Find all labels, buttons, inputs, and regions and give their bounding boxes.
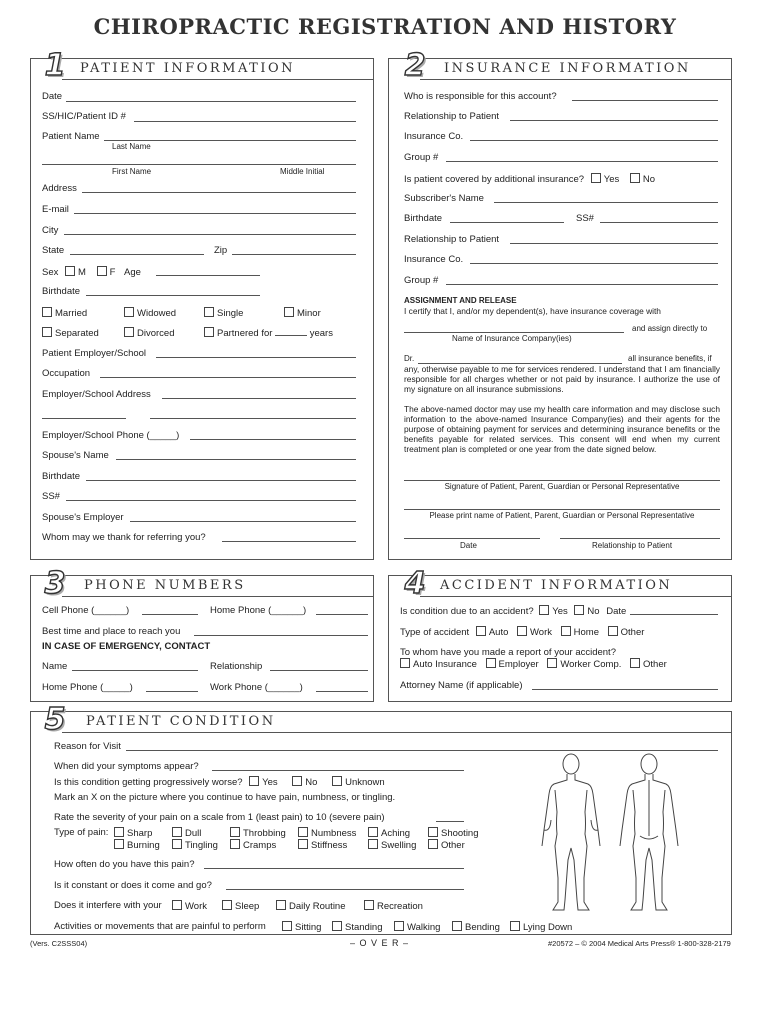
divorced-checkbox[interactable]	[124, 327, 134, 337]
spouse-birthdate-field[interactable]	[86, 480, 356, 481]
constant-label: Is it constant or does it come and go?	[54, 880, 212, 891]
patient-last-name-field[interactable]	[104, 140, 356, 141]
report-other-checkbox[interactable]	[630, 658, 640, 668]
zip-label: Zip	[214, 245, 228, 256]
additional-insurance-label: Is patient covered by additional insurance?	[404, 174, 585, 185]
address-label: Address	[42, 183, 77, 194]
accident-auto-label: Auto	[488, 627, 509, 638]
worse-no-label: No	[305, 777, 318, 788]
cell-phone-field[interactable]	[142, 614, 198, 615]
sex-f-checkbox[interactable]	[97, 266, 107, 276]
insurance-company-names-field[interactable]	[404, 332, 624, 333]
footer-over: – O V E R –	[350, 938, 410, 948]
age-label: Age	[124, 267, 141, 278]
emergency-relationship-label: Relationship	[210, 661, 263, 672]
type-of-pain-label: Type of pain:	[54, 827, 109, 838]
body-diagram-front[interactable]	[536, 750, 606, 915]
spouse-ss-field[interactable]	[66, 500, 356, 501]
accident-work-checkbox[interactable]	[517, 626, 527, 636]
insurance-co2-field[interactable]	[470, 263, 718, 264]
print-name-field[interactable]	[404, 509, 720, 510]
activity-standing-checkbox[interactable]	[332, 921, 342, 931]
occupation-field[interactable]	[100, 377, 356, 378]
pain-dull-checkbox[interactable]	[172, 827, 182, 837]
activity-bending-checkbox[interactable]	[452, 921, 462, 931]
section-number: 2	[404, 47, 426, 83]
accident-work-label: Work	[530, 627, 553, 638]
emergency-name-label: Name	[42, 661, 68, 672]
responsibility-paragraph: any, otherwise payable to me for services rendered. I understand that I am financially responsible for all charges whether or not paid by insurance. I authorize the use of my signature on all insurance submissions.	[404, 364, 720, 394]
accident-type-label: Type of accident	[400, 627, 470, 638]
pain-numbness-label: Numbness	[311, 828, 357, 839]
emergency-home-phone-label: Home Phone (_____)	[42, 682, 133, 693]
sig-relationship-field[interactable]	[560, 538, 720, 539]
accident-yes-label: Yes	[552, 606, 568, 617]
form-title: CHIROPRACTIC REGISTRATION AND HISTORY	[93, 14, 677, 39]
activities-label: Activities or movements that are painful to perform	[54, 921, 266, 932]
employer-phone-field[interactable]	[190, 439, 356, 440]
report-auto-insurance-checkbox[interactable]	[400, 658, 410, 668]
sex-f-label: F	[109, 267, 116, 278]
benefits-text: all insurance benefits, if	[628, 354, 712, 363]
sex-label: Sex	[42, 267, 59, 278]
section-title: INSURANCE INFORMATION	[444, 61, 691, 76]
accident-date-label: Date	[606, 606, 627, 617]
interfere-work-checkbox[interactable]	[172, 900, 182, 910]
pain-cramps-label: Cramps	[243, 840, 277, 851]
assignment-title: ASSIGNMENT AND RELEASE	[404, 296, 517, 305]
last-name-caption: Last Name	[112, 142, 151, 151]
patient-name-label: Patient Name	[42, 131, 100, 142]
accident-date-field[interactable]	[630, 614, 718, 615]
partnered-checkbox[interactable]	[204, 327, 214, 337]
responsible-field[interactable]	[572, 100, 718, 101]
yes-label: Yes	[603, 174, 620, 185]
employer-address-field-3[interactable]	[150, 418, 356, 419]
activity-lying-down-label: Lying Down	[523, 922, 573, 933]
section-title: ACCIDENT INFORMATION	[440, 578, 673, 593]
spouse-name-field[interactable]	[116, 459, 356, 460]
birthdate-label: Birthdate	[42, 286, 81, 297]
insurance-co-field[interactable]	[470, 140, 718, 141]
report-employer-checkbox[interactable]	[486, 658, 496, 668]
interfere-daily-routine-label: Daily Routine	[289, 901, 346, 912]
interfere-label: Does it interfere with your	[54, 900, 162, 911]
employer-address-label: Employer/School Address	[42, 389, 151, 400]
sex-m-checkbox[interactable]	[65, 266, 75, 276]
emergency-name-field[interactable]	[72, 670, 198, 671]
referral-label: Whom may we thank for referring you?	[42, 532, 206, 543]
print-name-caption: Please print name of Patient, Parent, Guardian or Personal Representative	[429, 511, 695, 520]
ssn-field[interactable]	[134, 121, 356, 122]
minor-checkbox[interactable]	[284, 307, 294, 317]
activity-sitting-label: Sitting	[295, 922, 322, 933]
patient-first-name-field[interactable]	[42, 164, 356, 165]
accident-yes-checkbox[interactable]	[539, 605, 549, 615]
employer-address-field-2[interactable]	[42, 418, 126, 419]
report-worker-comp-checkbox[interactable]	[547, 658, 557, 668]
pain-throbbing-label: Throbbing	[243, 828, 286, 839]
spouse-employer-label: Spouse's Employer	[42, 512, 124, 523]
city-field[interactable]	[64, 234, 356, 235]
activity-bending-label: Bending	[465, 922, 500, 933]
employer-address-field[interactable]	[162, 398, 356, 399]
emergency-home-phone-field[interactable]	[146, 691, 198, 692]
subscriber-birthdate-label: Birthdate	[404, 213, 443, 224]
relationship2-field[interactable]	[510, 243, 718, 244]
how-often-field[interactable]	[204, 868, 464, 869]
group-field[interactable]	[446, 161, 718, 162]
age-field[interactable]	[156, 275, 260, 276]
separated-checkbox[interactable]	[42, 327, 52, 337]
date-field[interactable]	[66, 101, 356, 102]
report-employer-label: Employer	[498, 659, 539, 670]
assign-directly-text: and assign directly to	[632, 324, 708, 333]
pain-shooting-checkbox[interactable]	[428, 827, 438, 837]
group-label: Group #	[404, 152, 439, 163]
interfere-sleep-checkbox[interactable]	[222, 900, 232, 910]
married-label: Married	[55, 308, 88, 319]
attorney-field[interactable]	[532, 689, 718, 690]
accident-no-label: No	[587, 606, 600, 617]
pain-tingling-checkbox[interactable]	[172, 839, 182, 849]
worse-label: Is this condition getting progressively worse?	[54, 777, 243, 788]
referral-field[interactable]	[222, 541, 356, 542]
pain-other-checkbox[interactable]	[428, 839, 438, 849]
emergency-title: IN CASE OF EMERGENCY, CONTACT	[42, 641, 211, 652]
worse-no-checkbox[interactable]	[292, 776, 302, 786]
spouse-ss-label: SS#	[42, 491, 60, 502]
accident-other-checkbox[interactable]	[608, 626, 618, 636]
pain-numbness-checkbox[interactable]	[298, 827, 308, 837]
birthdate-field[interactable]	[86, 295, 260, 296]
attorney-label: Attorney Name (if applicable)	[400, 680, 523, 691]
spouse-birthdate-label: Birthdate	[42, 471, 81, 482]
single-checkbox[interactable]	[204, 307, 214, 317]
section-number: 4	[404, 565, 426, 601]
sig-relationship-caption: Relationship to Patient	[592, 541, 673, 550]
state-label: State	[42, 245, 65, 256]
subscriber-ss-label: SS#	[576, 213, 594, 224]
pain-burning-checkbox[interactable]	[114, 839, 124, 849]
emergency-work-phone-label: Work Phone (______)	[210, 682, 303, 693]
pain-sharp-label: Sharp	[127, 828, 153, 839]
company-caption: Name of Insurance Company(ies)	[452, 334, 572, 343]
partnered-years-field[interactable]	[275, 327, 307, 336]
divorced-label: Divorced	[137, 328, 175, 339]
report-label: To whom have you made a report of your accident?	[400, 647, 616, 658]
responsible-label: Who is responsible for this account?	[404, 91, 557, 102]
mark-picture-text: Mark an X on the picture where you continue to have pain, numbness, or tingling.	[54, 792, 396, 803]
how-often-label: How often do you have this pain?	[54, 859, 195, 870]
report-worker-comp-label: Worker Comp.	[560, 659, 622, 670]
certify-text: I certify that I, and/or my dependent(s), have insurance coverage with	[404, 306, 661, 316]
interfere-daily-routine-checkbox[interactable]	[276, 900, 286, 910]
section-title: PHONE NUMBERS	[84, 578, 246, 593]
dr-label: Dr.	[404, 354, 415, 363]
spouse-employer-field[interactable]	[130, 521, 356, 522]
consent-paragraph: The above-named doctor may use my health care information and may disclose such information to the above-named Insurance Company(ies) and their agents for the purpose of obtaining payment for services and determining insurance benefits or the benefits payable for related services. This consent will end when my current treatment plan is completed or one year from the date signed below.	[404, 404, 720, 454]
email-label: E-mail	[42, 204, 69, 215]
email-field[interactable]	[74, 213, 356, 214]
interfere-recreation-label: Recreation	[377, 901, 423, 912]
ssn-label: SS/HIC/Patient ID #	[42, 111, 126, 122]
symptoms-appear-field[interactable]	[212, 770, 464, 771]
accident-home-label: Home	[573, 627, 599, 638]
pain-throbbing-checkbox[interactable]	[230, 827, 240, 837]
additional-no-checkbox[interactable]	[630, 173, 640, 183]
rate-severity-label: Rate the severity of your pain on a scale from 1 (least pain) to 10 (severe pain)	[54, 812, 385, 823]
city-label: City	[42, 225, 59, 236]
interfere-sleep-label: Sleep	[235, 901, 260, 912]
pain-aching-checkbox[interactable]	[368, 827, 378, 837]
occupation-label: Occupation	[42, 368, 91, 379]
pain-stiffness-label: Stiffness	[311, 840, 348, 851]
section-number: 5	[44, 701, 66, 737]
years-label: years	[309, 328, 333, 339]
subscriber-ss-field[interactable]	[600, 222, 718, 223]
widowed-checkbox[interactable]	[124, 307, 134, 317]
interfere-recreation-checkbox[interactable]	[364, 900, 374, 910]
pain-burning-label: Burning	[127, 840, 160, 851]
employer-phone-label: Employer/School Phone (_____)	[42, 430, 180, 441]
home-phone-field[interactable]	[316, 614, 368, 615]
separated-label: Separated	[55, 328, 99, 339]
group2-field[interactable]	[446, 284, 718, 285]
reason-label: Reason for Visit	[54, 741, 121, 752]
worse-yes-checkbox[interactable]	[249, 776, 259, 786]
pain-dull-label: Dull	[185, 828, 202, 839]
sex-m-label: M	[78, 267, 86, 278]
insurance-co2-label: Insurance Co.	[404, 254, 464, 265]
section-title: PATIENT INFORMATION	[80, 61, 296, 76]
activity-lying-down-checkbox[interactable]	[510, 921, 520, 931]
worse-yes-label: Yes	[262, 777, 278, 788]
worse-unknown-label: Unknown	[345, 777, 385, 788]
best-time-field[interactable]	[194, 635, 368, 636]
employer-field[interactable]	[156, 357, 356, 358]
activity-walking-label: Walking	[407, 922, 441, 933]
footer-version: (Vers. C2SSS04)	[30, 939, 88, 948]
single-label: Single	[217, 308, 244, 319]
pain-cramps-checkbox[interactable]	[230, 839, 240, 849]
rate-severity-field[interactable]	[436, 821, 464, 822]
constant-field[interactable]	[226, 889, 464, 890]
pain-swelling-label: Swelling	[381, 840, 417, 851]
report-auto-insurance-label: Auto Insurance	[413, 659, 477, 670]
activity-standing-label: Standing	[345, 922, 383, 933]
section-number: 1	[44, 47, 66, 83]
date-label: Date	[42, 91, 63, 102]
employer-label: Patient Employer/School	[42, 348, 147, 359]
sig-date-caption: Date	[460, 541, 477, 550]
report-other-label: Other	[643, 659, 667, 670]
no-label: No	[642, 174, 656, 185]
relationship-label: Relationship to Patient	[404, 111, 500, 122]
minor-label: Minor	[297, 308, 321, 319]
section-title: PATIENT CONDITION	[86, 714, 276, 729]
pain-other-label: Other	[441, 840, 465, 851]
activity-sitting-checkbox[interactable]	[282, 921, 292, 931]
relationship-field[interactable]	[510, 120, 718, 121]
section-number: 3	[44, 565, 66, 601]
widowed-label: Widowed	[137, 308, 177, 319]
signature-field[interactable]	[404, 480, 720, 481]
spouse-name-label: Spouse's Name	[42, 450, 109, 461]
worse-unknown-checkbox[interactable]	[332, 776, 342, 786]
married-checkbox[interactable]	[42, 307, 52, 317]
relationship2-label: Relationship to Patient	[404, 234, 500, 245]
sig-date-field[interactable]	[404, 538, 540, 539]
subscriber-birthdate-field[interactable]	[450, 222, 564, 223]
accident-due-label: Is condition due to an accident?	[400, 606, 534, 617]
zip-field[interactable]	[232, 254, 356, 255]
pain-sharp-checkbox[interactable]	[114, 827, 124, 837]
symptoms-appear-label: When did your symptoms appear?	[54, 761, 199, 772]
group2-label: Group #	[404, 275, 439, 286]
emergency-relationship-field[interactable]	[270, 670, 368, 671]
activity-walking-checkbox[interactable]	[394, 921, 404, 931]
pain-swelling-checkbox[interactable]	[368, 839, 378, 849]
best-time-label: Best time and place to reach you	[42, 626, 181, 637]
accident-other-label: Other	[620, 627, 645, 638]
address-field[interactable]	[82, 192, 356, 193]
pain-shooting-label: Shooting	[441, 828, 479, 839]
insurance-co-label: Insurance Co.	[404, 131, 464, 142]
accident-no-checkbox[interactable]	[574, 605, 584, 615]
cell-phone-label: Cell Phone (______)	[42, 605, 130, 616]
middle-initial-caption: Middle Initial	[280, 167, 325, 176]
pain-stiffness-checkbox[interactable]	[298, 839, 308, 849]
body-diagram-back[interactable]	[614, 750, 684, 915]
interfere-work-label: Work	[185, 901, 207, 912]
signature-caption: Signature of Patient, Parent, Guardian or Personal Representative	[444, 482, 680, 491]
subscriber-field[interactable]	[494, 202, 718, 203]
pain-tingling-label: Tingling	[185, 840, 218, 851]
partnered-label: Partnered for	[217, 328, 273, 339]
accident-home-checkbox[interactable]	[561, 626, 571, 636]
state-field[interactable]	[70, 254, 204, 255]
emergency-work-phone-field[interactable]	[316, 691, 368, 692]
pain-aching-label: Aching	[381, 828, 411, 839]
accident-auto-checkbox[interactable]	[476, 626, 486, 636]
footer-copyright: #20572 – © 2004 Medical Arts Press® 1-800-328-2179	[548, 939, 731, 948]
subscriber-label: Subscriber's Name	[404, 193, 484, 204]
home-phone-label: Home Phone (______)	[210, 605, 307, 616]
additional-yes-checkbox[interactable]	[591, 173, 601, 183]
first-name-caption: First Name	[112, 167, 152, 176]
